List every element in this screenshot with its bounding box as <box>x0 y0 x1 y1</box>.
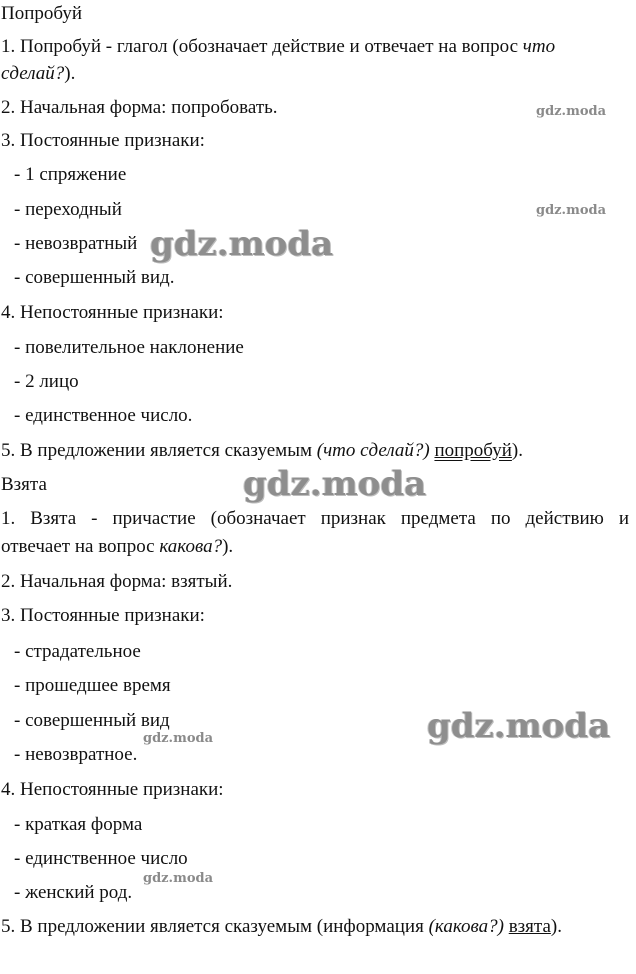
nonconstant-feature-item: - краткая форма <box>14 814 143 835</box>
sentence-role-line <box>1 915 562 939</box>
section-heading-vzyata: Взята <box>1 474 47 495</box>
sentence-role-line <box>1 439 523 463</box>
constant-features-heading: 3. Постоянные признаки: <box>1 605 205 626</box>
nonconstant-feature-item: - повелительное наклонение <box>14 337 244 358</box>
watermark-logo: gdz.moda <box>143 731 214 746</box>
paragraph-part-of-speech-line-cont <box>1 62 75 86</box>
nonconstant-feature-item: - женский род. <box>14 882 133 903</box>
question-italic: сделай? <box>1 63 65 84</box>
initial-form-line: 2. Начальная форма: попробовать. <box>1 97 278 118</box>
constant-feature-item: - 1 спряжение <box>14 164 127 185</box>
watermark-logo: gdz.moda <box>536 104 607 119</box>
constant-feature-item: - совершенный вид <box>14 710 170 731</box>
question-italic: какова? <box>159 536 223 557</box>
question-italic: (что сделай?) <box>316 440 430 461</box>
text-span: ). <box>222 536 234 557</box>
text-span: ). <box>64 63 76 84</box>
question-italic: что <box>522 36 556 57</box>
initial-form-line: 2. Начальная форма: взятый. <box>1 571 233 592</box>
text-span: отвечает на вопрос <box>1 536 160 557</box>
watermark-logo: gdz.moda <box>427 706 611 746</box>
constant-features-heading: 3. Постоянные признаки: <box>1 130 205 151</box>
predicate-underlined: попробуй <box>434 440 512 461</box>
text-span: ). <box>550 916 562 937</box>
watermark-logo: gdz.moda <box>143 871 214 886</box>
text-span: 1. Попробуй - глагол (обозначает действие и отвечает на вопрос <box>1 36 523 57</box>
constant-feature-item: - прошедшее время <box>14 675 171 696</box>
watermark-logo: gdz.moda <box>536 203 607 218</box>
watermark-logo: gdz.moda <box>243 464 427 504</box>
nonconstant-feature-item: - 2 лицо <box>14 371 79 392</box>
text-span: 5. В предложении является сказуемым <box>1 440 317 461</box>
constant-feature-item: - невозвратное. <box>14 744 138 765</box>
nonconstant-features-heading: 4. Непостоянные признаки: <box>1 302 224 323</box>
paragraph-part-of-speech-line <box>1 35 555 59</box>
text-span: ). <box>511 440 523 461</box>
nonconstant-feature-item: - единственное число <box>14 848 188 869</box>
question-italic: (какова?) <box>428 916 504 937</box>
constant-feature-item: - невозвратный <box>14 233 138 254</box>
nonconstant-feature-item: - единственное число. <box>14 405 193 426</box>
nonconstant-features-heading: 4. Непостоянные признаки: <box>1 779 224 800</box>
paragraph-part-of-speech-line: 1. Взята - причастие (обозначает признак предмета по действию и <box>1 508 629 529</box>
section-heading-poprobuy: Попробуй <box>1 3 83 24</box>
paragraph-part-of-speech-line-cont <box>1 535 233 559</box>
constant-feature-item: - страдательное <box>14 641 141 662</box>
text-span: 5. В предложении является сказуемым (информация <box>1 916 429 937</box>
predicate-underlined: взята <box>508 916 551 937</box>
watermark-logo: gdz.moda <box>150 224 334 264</box>
constant-feature-item: - совершенный вид. <box>14 267 175 288</box>
constant-feature-item: - переходный <box>14 199 122 220</box>
